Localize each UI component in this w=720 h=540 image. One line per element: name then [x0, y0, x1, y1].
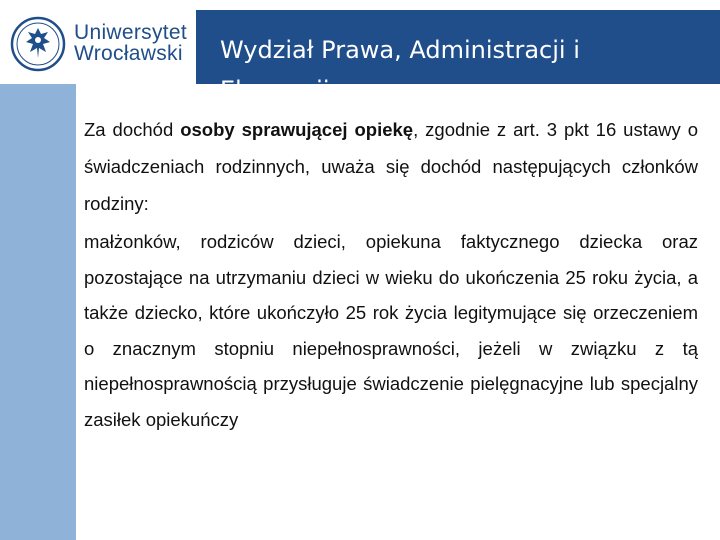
title-band — [196, 10, 720, 104]
paragraph-2: małżonków, rodziców dzieci, opiekuna faktycznego dziecka oraz pozostające na utrzymaniu dzieci w wieku do ukończenia 25 roku życia, a także dziecko, które ukończyło 25 rok życia legitymujące się orzeczeniem o znacznym stopniu niepełnosprawności, jeżeli w związku z tą niepełnosprawnością przysługuje świadczenie pielęgnacyjne lub specjalny zasiłek opiekuńczy — [84, 231, 698, 430]
slide-title: Wydział Prawa, Administracji i Ekonomii — [220, 36, 580, 104]
logo-wordmark — [74, 22, 187, 64]
slide-body — [84, 111, 698, 437]
slide-header — [0, 0, 720, 104]
logo-line-1: Uniwersytet — [74, 21, 187, 44]
left-accent-bar — [0, 84, 76, 540]
university-crest-icon — [10, 16, 66, 72]
p1-text-end: , zgodnie z art. 3 pkt 16 ustawy o świadczeniach rodzinnych, uważa się dochód następujących członków rodziny: — [84, 119, 698, 214]
paragraph-1 — [84, 111, 698, 222]
p1-text-start: Za dochód — [84, 119, 181, 140]
p1-bold-text: osoby sprawującej opiekę — [180, 119, 414, 140]
logo-line-2: Wrocławski — [74, 42, 183, 65]
university-logo — [10, 16, 185, 72]
